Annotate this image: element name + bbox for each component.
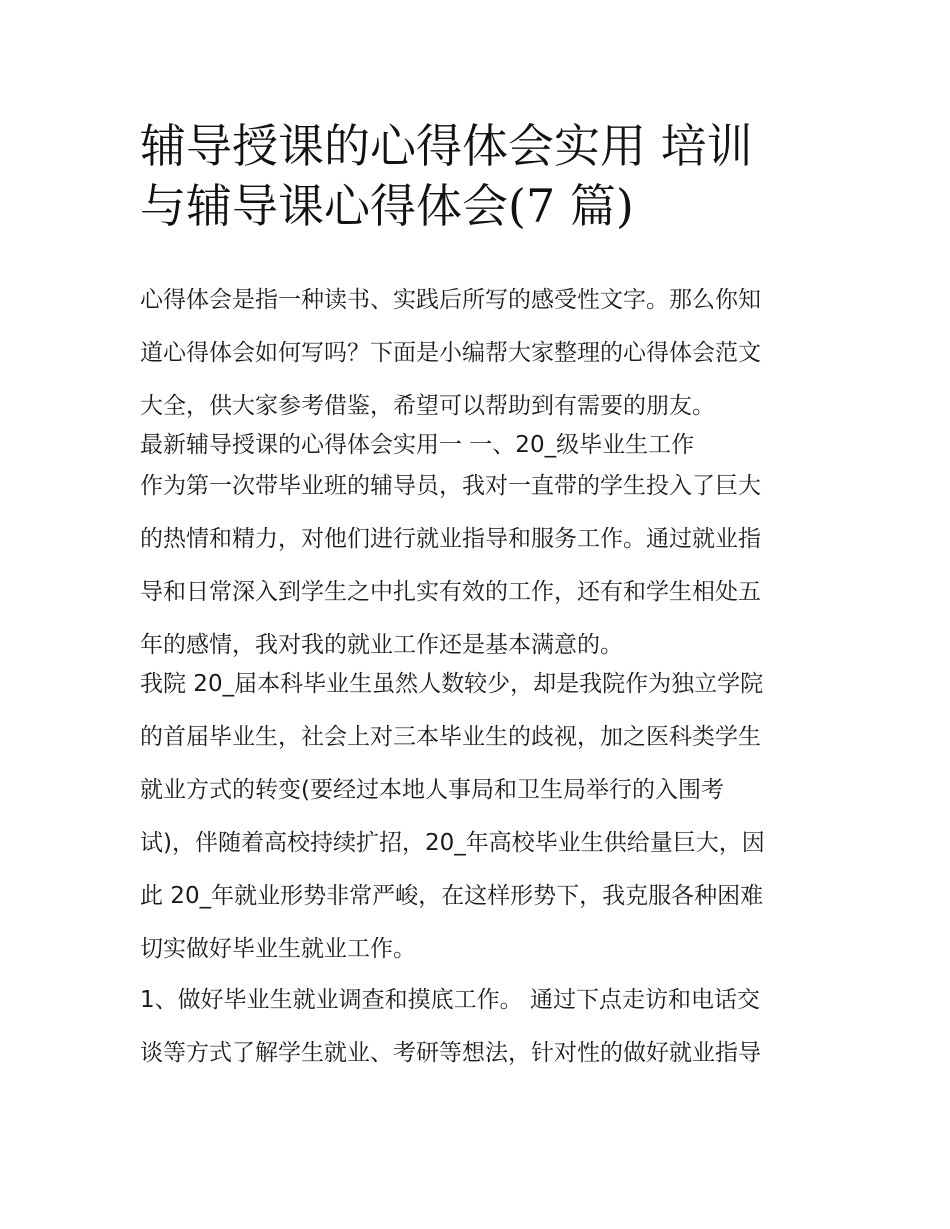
paragraph-body-1 bbox=[140, 468, 830, 664]
text-line: 此 20_年就业形势非常严峻，在这样形势下，我克服各种困难 bbox=[140, 883, 764, 909]
paragraph-body-2 bbox=[140, 666, 830, 968]
text-line: 谈等方式了解学生就业、考研等想法，针对性的做好就业指导 bbox=[140, 1040, 761, 1066]
text-line: 试)，伴随着高校持续扩招，20_年高校毕业生供给量巨大，因 bbox=[140, 830, 765, 856]
text-line: 年的感情，我对我的就业工作还是基本满意的。 bbox=[140, 632, 623, 658]
paragraph-body-3 bbox=[140, 982, 830, 1072]
document-title bbox=[140, 116, 830, 236]
text-line: 的首届毕业生，社会上对三本毕业生的歧视，加之医科类学生 bbox=[140, 724, 761, 750]
text-line: 切实做好毕业生就业工作。 bbox=[140, 936, 416, 962]
text-line: 1、做好毕业生就业调查和摸底工作。 通过下点走访和电话交 bbox=[140, 987, 760, 1013]
text-line: 的热情和精力，对他们进行就业指导和服务工作。通过就业指 bbox=[140, 526, 761, 552]
paragraph-heading bbox=[140, 427, 830, 464]
text-line: 作为第一次带毕业班的辅导员，我对一直带的学生投入了巨大 bbox=[140, 473, 761, 499]
paragraph-intro bbox=[140, 282, 830, 425]
text-line: 大全，供大家参考借鉴，希望可以帮助到有需要的朋友。 bbox=[140, 393, 715, 419]
title-line-2: 与辅导课心得体会(7 篇) bbox=[140, 179, 634, 233]
text-line: 道心得体会如何写吗？下面是小编帮大家整理的心得体会范文 bbox=[140, 340, 761, 366]
text-line: 我院 20_届本科毕业生虽然人数较少，却是我院作为独立学院 bbox=[140, 671, 764, 697]
text-line: 就业方式的转变(要经过本地人事局和卫生局举行的入围考 bbox=[140, 777, 724, 803]
title-line-1: 辅导授课的心得体会实用 培训 bbox=[140, 119, 753, 173]
text-line: 心得体会是指一种读书、实践后所写的感受性文字。那么你知 bbox=[140, 287, 761, 313]
document-body bbox=[140, 282, 830, 1072]
text-line: 导和日常深入到学生之中扎实有效的工作，还有和学生相处五 bbox=[140, 579, 761, 605]
text-line: 最新辅导授课的心得体会实用一 一、20_级毕业生工作 bbox=[140, 432, 695, 458]
